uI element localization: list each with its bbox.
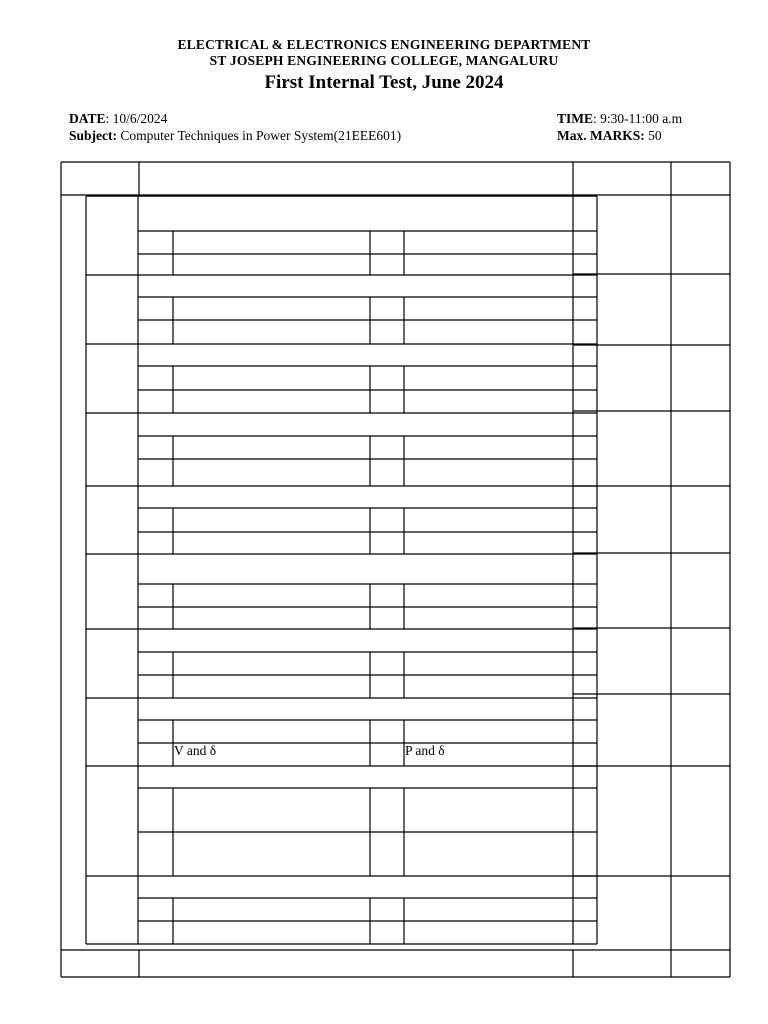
test-title: First Internal Test, June 2024: [264, 72, 504, 93]
subject-label: Subject:: [69, 128, 117, 143]
department-heading: ELECTRICAL & ELECTRONICS ENGINEERING DEPARTMENT: [177, 37, 591, 52]
marks-value: 50: [644, 128, 662, 143]
answer-option-right: P and δ: [405, 743, 445, 758]
date-value: : 10/6/2024: [105, 111, 168, 126]
college-heading: ST JOSEPH ENGINEERING COLLEGE, MANGALURU: [209, 53, 559, 68]
time-label: TIME: [557, 111, 594, 126]
marks-label: Max. MARKS:: [557, 128, 645, 143]
time-value: : 9:30-11:00 a.m: [593, 111, 683, 126]
answer-option-left: V and δ: [174, 743, 217, 758]
subject-value: Computer Techniques in Power System(21EEE601): [117, 128, 402, 143]
date-label: DATE: [69, 111, 106, 126]
